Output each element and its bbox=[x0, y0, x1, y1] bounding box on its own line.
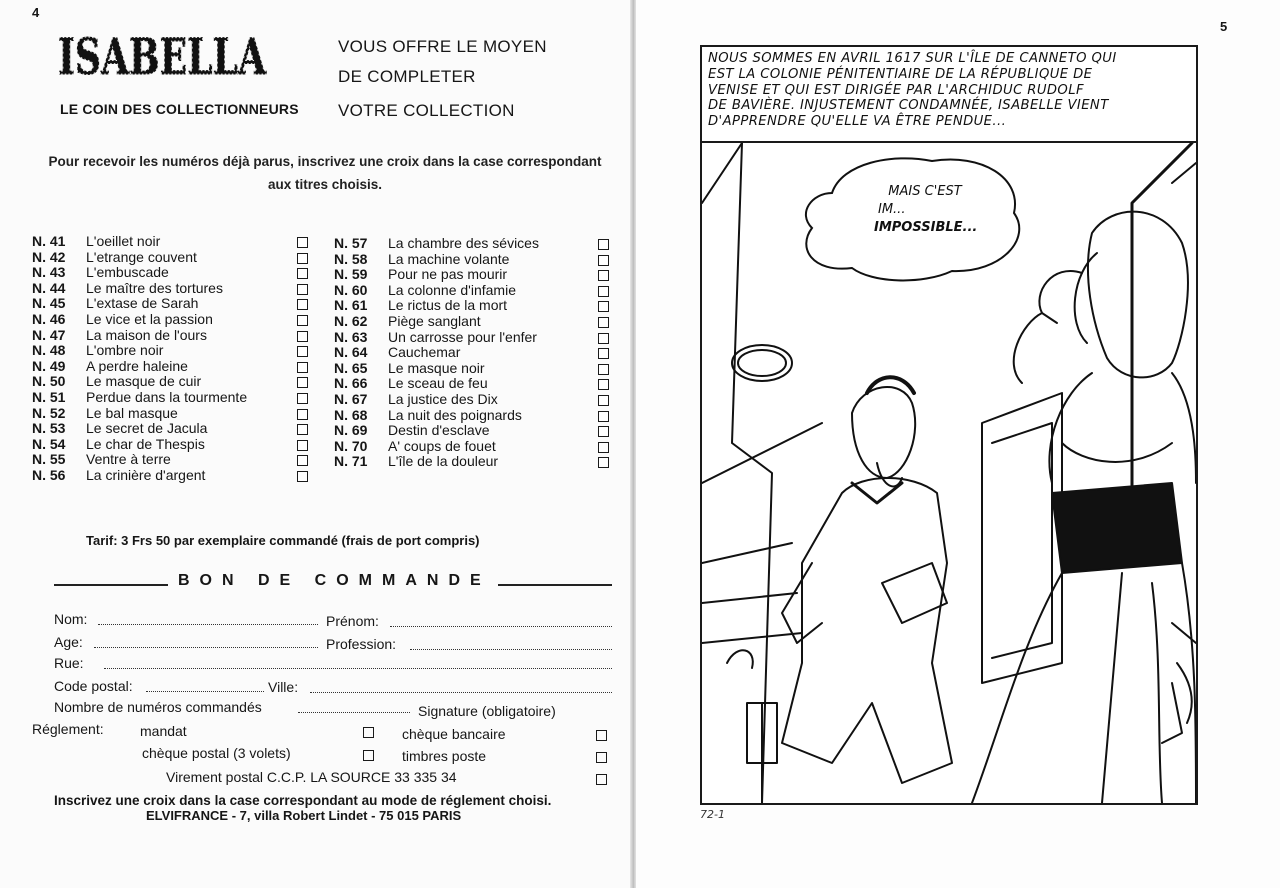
issue-title: L'embuscade bbox=[86, 264, 169, 281]
issue-title: Destin d'esclave bbox=[388, 422, 490, 439]
issue-number: N. 50 bbox=[32, 373, 66, 390]
issue-checkbox[interactable] bbox=[297, 471, 308, 482]
issue-row bbox=[32, 421, 312, 437]
footer-address: ELVIFRANCE - 7, villa Robert Lindet - 75 015 PARIS bbox=[146, 808, 462, 823]
cheque-bancaire-checkbox[interactable] bbox=[596, 730, 607, 741]
issue-checkbox[interactable] bbox=[297, 268, 308, 279]
issue-row bbox=[32, 468, 312, 484]
isabella-logo bbox=[56, 30, 268, 80]
issue-row bbox=[334, 423, 614, 439]
virement-label: Virement postal C.C.P. LA SOURCE 33 335 34 bbox=[166, 769, 457, 785]
issue-checkbox[interactable] bbox=[297, 424, 308, 435]
issue-checkbox[interactable] bbox=[598, 239, 609, 250]
issue-row bbox=[32, 312, 312, 328]
issue-checkbox[interactable] bbox=[598, 395, 609, 406]
page-number-left: 4 bbox=[32, 5, 40, 20]
issue-title: Piège sanglant bbox=[388, 312, 481, 329]
issue-row bbox=[334, 330, 614, 346]
issue-checkbox[interactable] bbox=[297, 315, 308, 326]
issue-row bbox=[32, 265, 312, 281]
page-number-right: 5 bbox=[1220, 19, 1228, 34]
issue-checkbox[interactable] bbox=[598, 270, 609, 281]
caption-line-5: D'APPRENDRE QU'ELLE VA ÊTRE PENDUE... bbox=[708, 114, 1007, 130]
ville-field[interactable] bbox=[310, 692, 612, 693]
issue-title: L'oeillet noir bbox=[86, 233, 161, 249]
caption-line-1: NOUS SOMMES EN AVRIL 1617 SUR L'ÎLE DE CANNETO QUI bbox=[708, 51, 1117, 66]
issue-title: L'ombre noir bbox=[86, 342, 164, 359]
issue-checkbox[interactable] bbox=[598, 286, 609, 297]
issue-title: A perdre haleine bbox=[86, 357, 188, 374]
issue-checkbox[interactable] bbox=[598, 348, 609, 359]
issue-number: N. 58 bbox=[334, 250, 368, 267]
issue-checkbox[interactable] bbox=[598, 364, 609, 375]
issue-title: Le bal masque bbox=[86, 404, 178, 421]
nom-field[interactable] bbox=[98, 624, 318, 625]
comic-illustration bbox=[702, 143, 1196, 803]
issue-title: A' coups de fouet bbox=[388, 437, 496, 454]
issue-number: N. 49 bbox=[32, 357, 66, 374]
rue-label: Rue: bbox=[54, 655, 84, 671]
issue-row bbox=[334, 267, 614, 283]
issue-number: N. 59 bbox=[334, 266, 368, 283]
cheque-postal-checkbox[interactable] bbox=[363, 750, 374, 761]
issue-title: Le vice et la passion bbox=[86, 310, 213, 327]
speech-line-3: IMPOSSIBLE... bbox=[874, 220, 978, 235]
issue-row bbox=[32, 452, 312, 468]
issue-row bbox=[334, 408, 614, 424]
panel-code: 72-1 bbox=[700, 808, 725, 821]
issue-title: La machine volante bbox=[388, 250, 510, 267]
issue-title: L'etrange couvent bbox=[86, 248, 197, 265]
issue-row bbox=[334, 454, 614, 470]
speech-line-1: MAIS C'EST bbox=[888, 184, 962, 199]
issue-checkbox[interactable] bbox=[297, 362, 308, 373]
issue-number: N. 45 bbox=[32, 295, 66, 312]
issue-row bbox=[334, 298, 614, 314]
mandat-checkbox[interactable] bbox=[363, 727, 374, 738]
nom-label: Nom: bbox=[54, 611, 88, 627]
issue-row bbox=[32, 359, 312, 375]
issue-row bbox=[334, 439, 614, 455]
issue-title: Cauchemar bbox=[388, 344, 461, 361]
issue-row bbox=[32, 250, 312, 266]
issue-number: N. 60 bbox=[334, 281, 368, 298]
issue-title: Le sceau de feu bbox=[388, 375, 488, 392]
issue-title: Pour ne pas mourir bbox=[388, 266, 508, 283]
profession-label: Profession: bbox=[326, 636, 397, 652]
issue-row bbox=[334, 236, 614, 252]
profession-field[interactable] bbox=[410, 649, 612, 650]
issue-checkbox[interactable] bbox=[598, 426, 609, 437]
issue-number: N. 69 bbox=[334, 422, 368, 439]
issue-number: N. 51 bbox=[32, 388, 66, 405]
cheque-postal-label: chèque postal (3 volets) bbox=[142, 745, 291, 761]
nombre-field[interactable] bbox=[298, 712, 410, 713]
issue-number: N. 70 bbox=[334, 437, 368, 454]
issue-row bbox=[32, 374, 312, 390]
issue-title: La nuit des poignards bbox=[388, 406, 522, 423]
issue-checkbox[interactable] bbox=[598, 457, 609, 468]
issue-title: Le char de Thespis bbox=[86, 435, 205, 452]
issue-number: N. 44 bbox=[32, 279, 66, 296]
offer-line-1: VOUS OFFRE LE MOYEN bbox=[338, 37, 547, 56]
reglement-label: Réglement: bbox=[32, 721, 104, 737]
code-postal-field[interactable] bbox=[146, 691, 264, 692]
issue-number: N. 71 bbox=[334, 453, 368, 470]
virement-checkbox[interactable] bbox=[596, 774, 607, 785]
issue-number: N. 53 bbox=[32, 420, 66, 437]
issue-checkbox[interactable] bbox=[297, 393, 308, 404]
issue-checkbox[interactable] bbox=[297, 377, 308, 388]
issue-checkbox[interactable] bbox=[297, 440, 308, 451]
issue-row bbox=[334, 392, 614, 408]
issue-number: N. 54 bbox=[32, 435, 66, 452]
issue-number: N. 46 bbox=[32, 310, 66, 327]
issue-title: Un carrosse pour l'enfer bbox=[388, 328, 537, 345]
issue-list-left bbox=[32, 234, 312, 484]
issue-row bbox=[334, 252, 614, 268]
issue-row bbox=[32, 343, 312, 359]
divider-right bbox=[498, 584, 612, 586]
issue-number: N. 48 bbox=[32, 342, 66, 359]
svg-text:ISABELLA: ISABELLA bbox=[58, 30, 267, 80]
narration-caption bbox=[702, 47, 1196, 143]
issue-list-right bbox=[334, 236, 614, 470]
code-postal-label: Code postal: bbox=[54, 678, 133, 694]
issue-title: Le rictus de la mort bbox=[388, 297, 508, 314]
issue-row bbox=[32, 328, 312, 344]
issue-row bbox=[32, 281, 312, 297]
issue-checkbox[interactable] bbox=[297, 284, 308, 295]
issue-number: N. 56 bbox=[32, 466, 66, 483]
issue-row bbox=[334, 345, 614, 361]
intro-text: Pour recevoir les numéros déjà parus, inscrivez une croix dans la case correspondant aux titres choisis. bbox=[48, 154, 602, 192]
caption-line-4: DE BAVIÈRE. INJUSTEMENT CONDAMNÉE, ISABELLE VIENT bbox=[708, 98, 1109, 114]
issue-row bbox=[334, 361, 614, 377]
issue-checkbox[interactable] bbox=[297, 237, 308, 248]
issue-checkbox[interactable] bbox=[297, 253, 308, 264]
issue-number: N. 43 bbox=[32, 264, 66, 281]
signature-label: Signature (obligatoire) bbox=[418, 703, 556, 719]
issue-title: Ventre à terre bbox=[86, 451, 171, 468]
issue-checkbox[interactable] bbox=[598, 411, 609, 422]
issue-checkbox[interactable] bbox=[297, 346, 308, 357]
issue-row bbox=[32, 390, 312, 406]
issue-checkbox[interactable] bbox=[297, 455, 308, 466]
issue-row bbox=[32, 296, 312, 312]
issue-checkbox[interactable] bbox=[297, 409, 308, 420]
issue-title: Le masque noir bbox=[388, 359, 485, 376]
issue-number: N. 47 bbox=[32, 326, 66, 343]
prenom-field[interactable] bbox=[390, 626, 612, 627]
issue-number: N. 66 bbox=[334, 375, 368, 392]
divider-left bbox=[54, 584, 168, 586]
timbres-checkbox[interactable] bbox=[596, 752, 607, 763]
issue-number: N. 55 bbox=[32, 451, 66, 468]
issue-number: N. 61 bbox=[334, 297, 368, 314]
age-label: Age: bbox=[54, 634, 83, 650]
rue-field[interactable] bbox=[104, 668, 612, 669]
issue-number: N. 41 bbox=[32, 233, 66, 249]
issue-title: Perdue dans la tourmente bbox=[86, 388, 248, 405]
issue-number: N. 57 bbox=[334, 235, 368, 251]
issue-title: L'île de la douleur bbox=[388, 453, 499, 470]
issue-checkbox[interactable] bbox=[598, 301, 609, 312]
issue-checkbox[interactable] bbox=[598, 317, 609, 328]
issue-title: La crinière d'argent bbox=[86, 466, 206, 483]
issue-checkbox[interactable] bbox=[598, 333, 609, 344]
issue-row bbox=[334, 314, 614, 330]
issue-title: La chambre des sévices bbox=[388, 235, 539, 251]
prenom-label: Prénom: bbox=[326, 613, 379, 629]
issue-title: La maison de l'ours bbox=[86, 326, 207, 343]
offer-line-2: DE COMPLETER bbox=[338, 67, 476, 86]
speech-line-2: IM... bbox=[878, 202, 906, 217]
nombre-label: Nombre de numéros commandés bbox=[54, 699, 262, 715]
issue-title: La colonne d'infamie bbox=[388, 281, 516, 298]
issue-number: N. 63 bbox=[334, 328, 368, 345]
issue-row bbox=[32, 437, 312, 453]
issue-number: N. 67 bbox=[334, 390, 368, 407]
issue-row bbox=[334, 376, 614, 392]
order-form-title: BON DE COMMANDE bbox=[178, 572, 491, 589]
footer-note: Inscrivez une croix dans la case correspondant au mode de réglement choisi. bbox=[54, 793, 552, 808]
cheque-bancaire-label: chèque bancaire bbox=[402, 726, 506, 742]
issue-title: Le maître des tortures bbox=[86, 279, 223, 296]
issue-number: N. 52 bbox=[32, 404, 66, 421]
issue-title: Le secret de Jacula bbox=[86, 420, 208, 437]
issue-title: Le masque de cuir bbox=[86, 373, 202, 390]
issue-number: N. 42 bbox=[32, 248, 66, 265]
issue-row bbox=[32, 234, 312, 250]
tarif-text: Tarif: 3 Frs 50 par exemplaire commandé (frais de port compris) bbox=[86, 533, 480, 548]
issue-title: La justice des Dix bbox=[388, 390, 498, 407]
issue-number: N. 68 bbox=[334, 406, 368, 423]
offer-line-3: VOTRE COLLECTION bbox=[338, 101, 515, 120]
caption-line-3: VENISE ET QUI EST DIRIGÉE PAR L'ARCHIDUC RUDOLF bbox=[708, 82, 1084, 98]
caption-line-2: EST LA COLONIE PÉNITENTIAIRE DE LA RÉPUBLIQUE DE bbox=[708, 66, 1093, 82]
svg-text:ISABELLA: ISABELLA bbox=[58, 30, 267, 80]
ville-label: Ville: bbox=[268, 679, 299, 695]
issue-checkbox[interactable] bbox=[297, 331, 308, 342]
issue-number: N. 65 bbox=[334, 359, 368, 376]
mandat-label: mandat bbox=[140, 723, 187, 739]
comic-panel bbox=[700, 45, 1198, 805]
left-page bbox=[0, 0, 632, 888]
timbres-label: timbres poste bbox=[402, 748, 487, 764]
issue-row bbox=[334, 283, 614, 299]
issue-row bbox=[32, 406, 312, 422]
issue-checkbox[interactable] bbox=[598, 442, 609, 453]
issue-number: N. 64 bbox=[334, 344, 368, 361]
issue-checkbox[interactable] bbox=[598, 255, 609, 266]
age-field[interactable] bbox=[94, 647, 318, 648]
issue-checkbox[interactable] bbox=[297, 299, 308, 310]
collectors-subtitle: LE COIN DES COLLECTIONNEURS bbox=[60, 101, 299, 117]
issue-checkbox[interactable] bbox=[598, 379, 609, 390]
issue-number: N. 62 bbox=[334, 312, 368, 329]
issue-title: L'extase de Sarah bbox=[86, 295, 199, 312]
